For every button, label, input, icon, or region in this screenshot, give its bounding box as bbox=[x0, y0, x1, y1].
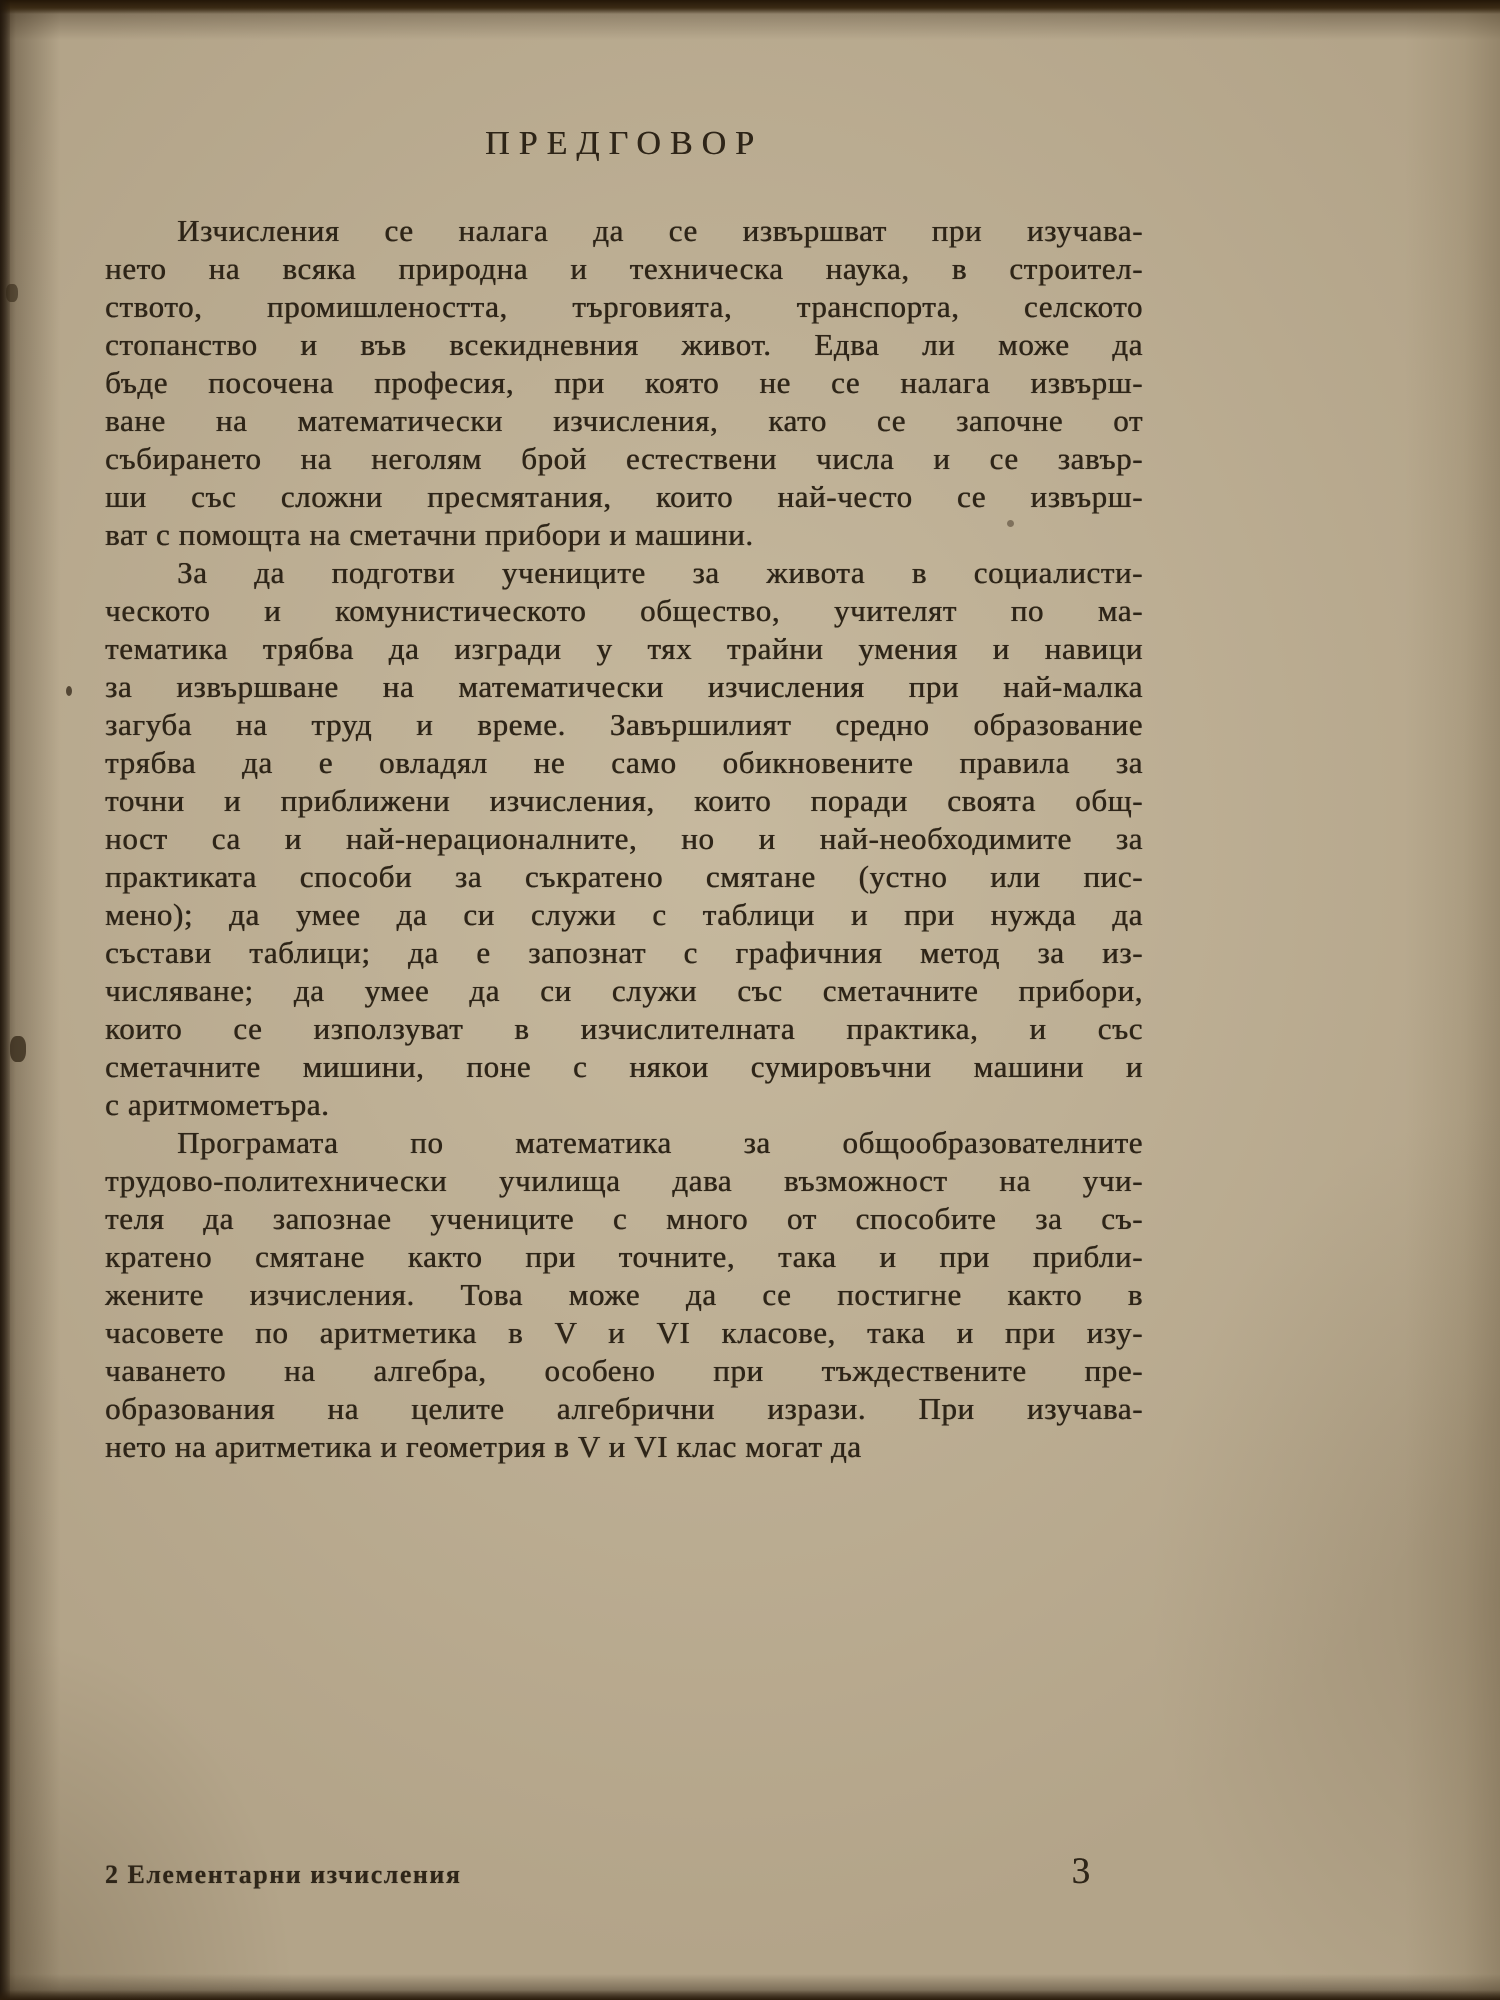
text-line: за извършване на математически изчисления при най-малка bbox=[105, 669, 1143, 704]
text-line: ват с помощта на сметачни прибори и машини. bbox=[105, 517, 754, 552]
footer-book-signature: 2 Елементарни изчисления bbox=[105, 1860, 462, 1889]
text-line: сметачните мишини, поне с някои сумировъчни машини и bbox=[105, 1049, 1143, 1084]
photo-edge-top bbox=[0, 0, 1500, 14]
text-line: загуба на труд и време. Завършилият средно образование bbox=[105, 707, 1143, 742]
page-content bbox=[105, 122, 1143, 1466]
text-line: За да подготви учениците за живота в социалисти- bbox=[177, 555, 1143, 590]
text-line: бъде посочена професия, при която не се налага извърш- bbox=[105, 365, 1143, 400]
text-line: нето на аритметика и геометрия в V и VI клас могат да bbox=[105, 1429, 862, 1464]
text-line: Програмата по математика за общообразователните bbox=[177, 1125, 1143, 1160]
text-line: трудово-политехнически училища дава възможност на учи- bbox=[105, 1163, 1143, 1198]
text-line: тематика трябва да изгради у тях трайни умения и навици bbox=[105, 631, 1143, 666]
text-line: теля да запознае учениците с много от способите за съ- bbox=[105, 1201, 1143, 1236]
text-line: трябва да е овладял не само обикновените правила за bbox=[105, 745, 1143, 780]
text-line: практиката способи за съкратено смятане (устно или пис- bbox=[105, 859, 1143, 894]
paper-speck bbox=[66, 686, 72, 696]
page-number: 3 bbox=[1071, 1851, 1090, 1892]
text-line: точни и приближени изчисления, които поради своята общ- bbox=[105, 783, 1143, 818]
text-line: ството, промишлеността, търговията, транспорта, селското bbox=[105, 289, 1143, 324]
text-line: нето на всяка природна и техническа наука, в строител- bbox=[105, 251, 1143, 286]
text-line: мено); да умее да си служи с таблици и при нужда да bbox=[105, 897, 1143, 932]
text-line: ване на математически изчисления, като се започне от bbox=[105, 403, 1143, 438]
text-line: Изчисления се налага да се извършват при изучава- bbox=[177, 213, 1143, 248]
text-line: стопанство и във всекидневния живот. Едва ли може да bbox=[105, 327, 1143, 362]
text-line: жените изчисления. Това може да се постигне както в bbox=[105, 1277, 1143, 1312]
text-line: които се използуват в изчислителната практика, и със bbox=[105, 1011, 1143, 1046]
text-line: събирането на неголям брой естествени числа и се завър- bbox=[105, 441, 1143, 476]
text-line: кратено смятане както при точните, така и при прибли- bbox=[105, 1239, 1143, 1274]
body-text bbox=[105, 212, 1143, 1466]
footer bbox=[105, 1850, 1090, 1893]
text-line: образования на целите алгебрични изрази. При изучава- bbox=[105, 1391, 1143, 1426]
photo-edge-bottom bbox=[0, 1990, 1500, 2000]
text-line: ност са и най-нерационалните, но и най-необходимите за bbox=[105, 821, 1143, 856]
text-line: състави таблици; да е запознат с графичния метод за из- bbox=[105, 935, 1143, 970]
paper-speck bbox=[10, 1036, 26, 1062]
text-line: ши със сложни пресмятания, които най-често се извърш- bbox=[105, 479, 1143, 514]
text-line: числяване; да умее да си служи със сметачните прибори, bbox=[105, 973, 1143, 1008]
text-line: часовете по аритметика в V и VI класове, така и при изу- bbox=[105, 1315, 1143, 1350]
page-title: ПРЕДГОВОР bbox=[485, 125, 763, 162]
text-line: чаването на алгебра, особено при тъждествените пре- bbox=[105, 1353, 1143, 1388]
text-line: ческото и комунистическото общество, учителят по ма- bbox=[105, 593, 1143, 628]
paper-speck bbox=[6, 284, 18, 302]
text-line: с аритмометъра. bbox=[105, 1087, 330, 1122]
